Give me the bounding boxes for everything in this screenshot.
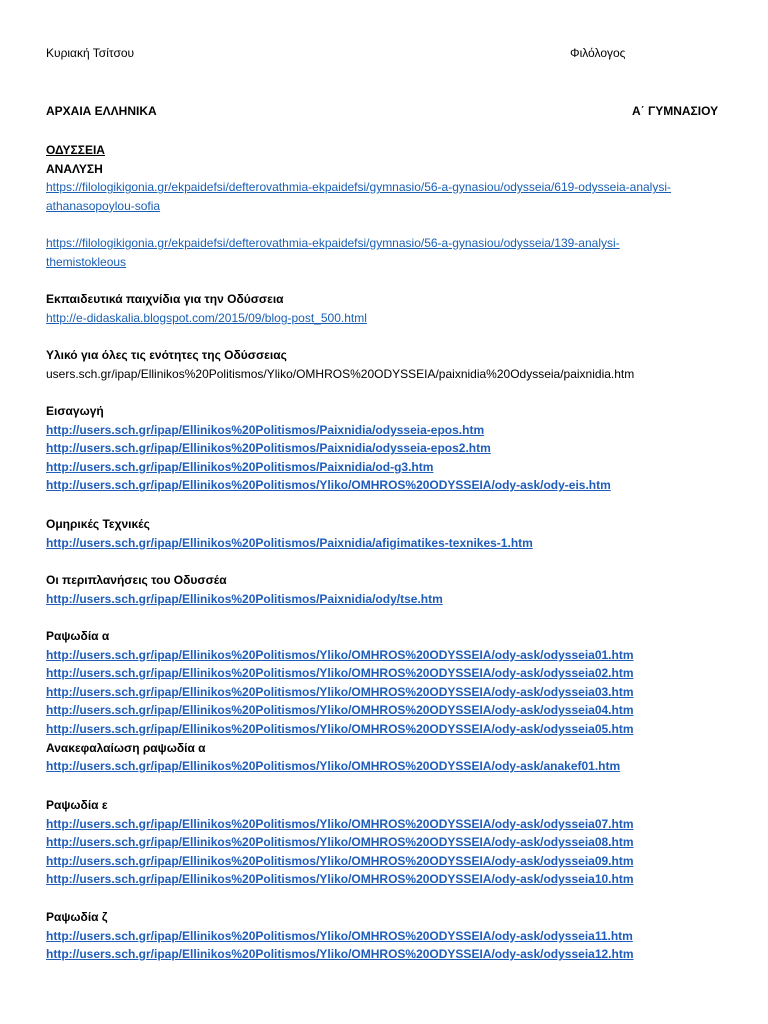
analysis-block <box>46 141 726 215</box>
section-link[interactable]: http://users.sch.gr/ipap/Ellinikos%20Politismos/Yliko/OMHROS%20ODYSSEIA/ody-ask/odysseia01.htm <box>46 647 634 662</box>
author-role: Φιλόλογος <box>570 46 626 60</box>
subject-row <box>46 104 726 118</box>
section-homeric-techniques <box>46 515 726 552</box>
section-heading: Οι περιπλανήσεις του Οδυσσέα <box>46 573 227 587</box>
section-heading: Ραψωδία ζ <box>46 910 108 924</box>
subject-title: ΑΡΧΑΙΑ ΕΛΛΗΝΙΚΑ <box>46 104 157 118</box>
games-link[interactable]: http://e-didaskalia.blogspot.com/2015/09/blog-post_500.html <box>46 310 367 325</box>
section-link[interactable]: http://users.sch.gr/ipap/Ellinikos%20Politismos/Yliko/OMHROS%20ODYSSEIA/ody-ask/odysseia02.htm <box>46 666 634 681</box>
section-wanderings <box>46 571 726 608</box>
section-heading: Ραψωδία α <box>46 629 110 643</box>
section-link[interactable]: http://users.sch.gr/ipap/Ellinikos%20Politismos/Yliko/OMHROS%20ODYSSEIA/ody-ask/odysseia12.htm <box>46 947 634 962</box>
section-link[interactable]: http://users.sch.gr/ipap/Ellinikos%20Politismos/Paixnidia/od-g3.htm <box>46 459 434 474</box>
analysis-link-1-part-1: https://filologikigonia.gr/ekpaidefsi/defterovathmia-ekpaidefsi/gymnasio/56-a-gynasiou/odysseia/619-odysseia-analysi- <box>46 180 672 195</box>
section-link[interactable]: http://users.sch.gr/ipap/Ellinikos%20Politismos/Paixnidia/odysseia-epos2.htm <box>46 441 491 456</box>
section-introduction <box>46 402 726 495</box>
section-rhapsody-z <box>46 908 726 964</box>
section-link[interactable]: http://users.sch.gr/ipap/Ellinikos%20Politismos/Yliko/OMHROS%20ODYSSEIA/ody-ask/anakef01.htm <box>46 759 621 774</box>
section-heading: Ομηρικές Τεχνικές <box>46 517 150 531</box>
games-block <box>46 290 726 327</box>
analysis-link-2[interactable] <box>46 234 726 253</box>
section-link[interactable]: http://users.sch.gr/ipap/Ellinikos%20Politismos/Yliko/OMHROS%20ODYSSEIA/ody-ask/odysseia03.htm <box>46 684 634 699</box>
analysis-label: ΑΝΑΛΥΣΗ <box>46 161 103 176</box>
grade-label: Α΄ ΓΥΜΝΑΣΙΟΥ <box>632 104 719 118</box>
material-url-text: users.sch.gr/ipap/Ellinikos%20Politismos/Yliko/OMHROS%20ODYSSEIA/paixnidia%20Odysseia/paixnidia.htm <box>46 366 635 381</box>
section-rhapsody-e <box>46 796 726 889</box>
section-link[interactable]: http://users.sch.gr/ipap/Ellinikos%20Politismos/Yliko/OMHROS%20ODYSSEIA/ody-ask/odysseia08.htm <box>46 835 634 850</box>
games-heading: Εκπαιδευτικά παιχνίδια για την Οδύσσεια <box>46 292 284 306</box>
material-block <box>46 346 726 383</box>
section-link[interactable]: http://users.sch.gr/ipap/Ellinikos%20Politismos/Yliko/OMHROS%20ODYSSEIA/ody-ask/odysseia04.htm <box>46 703 634 718</box>
section-link[interactable]: http://users.sch.gr/ipap/Ellinikos%20Politismos/Yliko/OMHROS%20ODYSSEIA/ody-ask/odysseia09.htm <box>46 853 634 868</box>
section-rhapsody-a <box>46 627 726 776</box>
section-link[interactable]: http://users.sch.gr/ipap/Ellinikos%20Politismos/Yliko/OMHROS%20ODYSSEIA/ody-ask/odysseia10.htm <box>46 872 634 887</box>
material-heading: Υλικό για όλες τις ενότητες της Οδύσσειας <box>46 348 287 362</box>
analysis-link-2-cont[interactable] <box>46 253 726 272</box>
analysis-link-2-part-1: https://filologikigonia.gr/ekpaidefsi/defterovathmia-ekpaidefsi/gymnasio/56-a-gynasiou/odysseia/139-analysi- <box>46 236 620 250</box>
section-link[interactable]: http://users.sch.gr/ipap/Ellinikos%20Politismos/Paixnidia/afigimatikes-texnikes-1.htm <box>46 535 533 550</box>
section-link[interactable]: http://users.sch.gr/ipap/Ellinikos%20Politismos/Yliko/OMHROS%20ODYSSEIA/ody-ask/odysseia07.htm <box>46 816 634 831</box>
analysis-link-1[interactable] <box>46 178 726 197</box>
analysis-link-1-cont[interactable] <box>46 197 726 216</box>
section-link[interactable]: http://users.sch.gr/ipap/Ellinikos%20Politismos/Paixnidia/ody/tse.htm <box>46 591 443 606</box>
section-subheading: Ανακεφαλαίωση ραψωδία α <box>46 740 206 755</box>
section-heading: Εισαγωγή <box>46 404 104 418</box>
odyssey-title: ΟΔΥΣΣΕΙΑ <box>46 143 105 157</box>
author-name: Κυριακή Τσίτσου <box>46 46 135 60</box>
section-link[interactable]: http://users.sch.gr/ipap/Ellinikos%20Politismos/Yliko/OMHROS%20ODYSSEIA/ody-ask/odysseia11.htm <box>46 928 633 943</box>
analysis-link-2-part-2: themistokleous <box>46 254 127 269</box>
section-link[interactable]: http://users.sch.gr/ipap/Ellinikos%20Politismos/Yliko/OMHROS%20ODYSSEIA/ody-ask/odysseia05.htm <box>46 721 634 736</box>
analysis-link-1-part-2: athanasopoylou-sofia <box>46 198 161 213</box>
section-link[interactable]: http://users.sch.gr/ipap/Ellinikos%20Politismos/Paixnidia/odysseia-epos.htm <box>46 422 485 437</box>
section-link[interactable]: http://users.sch.gr/ipap/Ellinikos%20Politismos/Yliko/OMHROS%20ODYSSEIA/ody-ask/ody-eis.htm <box>46 478 611 493</box>
section-heading: Ραψωδία ε <box>46 798 108 812</box>
analysis-block-2 <box>46 234 726 271</box>
header-row <box>46 46 726 60</box>
